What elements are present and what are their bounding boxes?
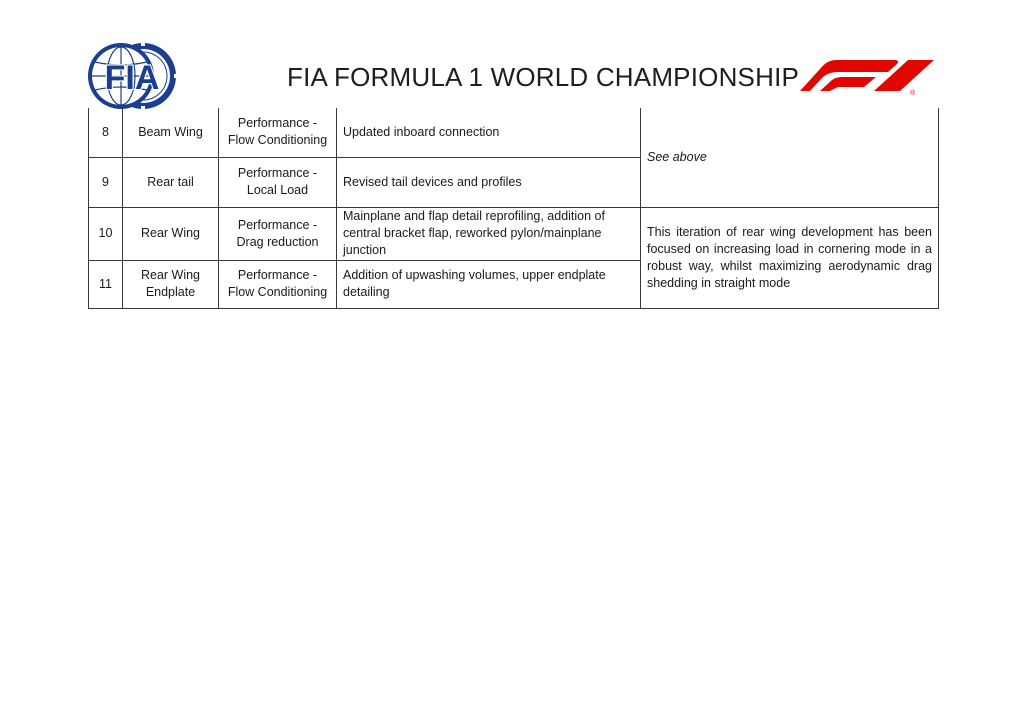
category-cell: Performance - Drag reduction: [219, 207, 337, 260]
svg-text:®: ®: [910, 90, 916, 97]
row-number: 9: [89, 157, 123, 207]
component-cell: Rear tail: [123, 157, 219, 207]
note-cell: See above: [641, 108, 939, 207]
category-cell: Performance - Local Load: [219, 157, 337, 207]
upgrades-table: [88, 108, 938, 309]
component-cell: Rear Wing Endplate: [123, 260, 219, 308]
row-number: 11: [89, 260, 123, 308]
note-cell: This iteration of rear wing development has been focused on increasing load in cornering mode in a robust way, whilst maximizing aerodynamic drag shedding in straight mode: [641, 207, 939, 308]
category-cell: Performance - Flow Conditioning: [219, 260, 337, 308]
category-cell: Performance - Flow Conditioning: [219, 108, 337, 157]
page-header: [0, 0, 1024, 108]
table-row: [89, 207, 939, 260]
description-cell: Updated inboard connection: [337, 108, 641, 157]
row-number: 10: [89, 207, 123, 260]
f1-logo: [798, 57, 940, 97]
description-cell: Addition of upwashing volumes, upper endplate detailing: [337, 260, 641, 308]
table-row: [89, 108, 939, 157]
component-cell: Beam Wing: [123, 108, 219, 157]
row-number: 8: [89, 108, 123, 157]
page-title: FIA FORMULA 1 WORLD CHAMPIONSHIP: [287, 62, 800, 92]
description-cell: Mainplane and flap detail reprofiling, addition of central bracket flap, reworked pylon/mainplane junction: [337, 207, 641, 260]
component-cell: Rear Wing: [123, 207, 219, 260]
description-cell: Revised tail devices and profiles: [337, 157, 641, 207]
fia-logo: [86, 42, 182, 112]
fia-logo-text: FIA: [104, 59, 160, 97]
